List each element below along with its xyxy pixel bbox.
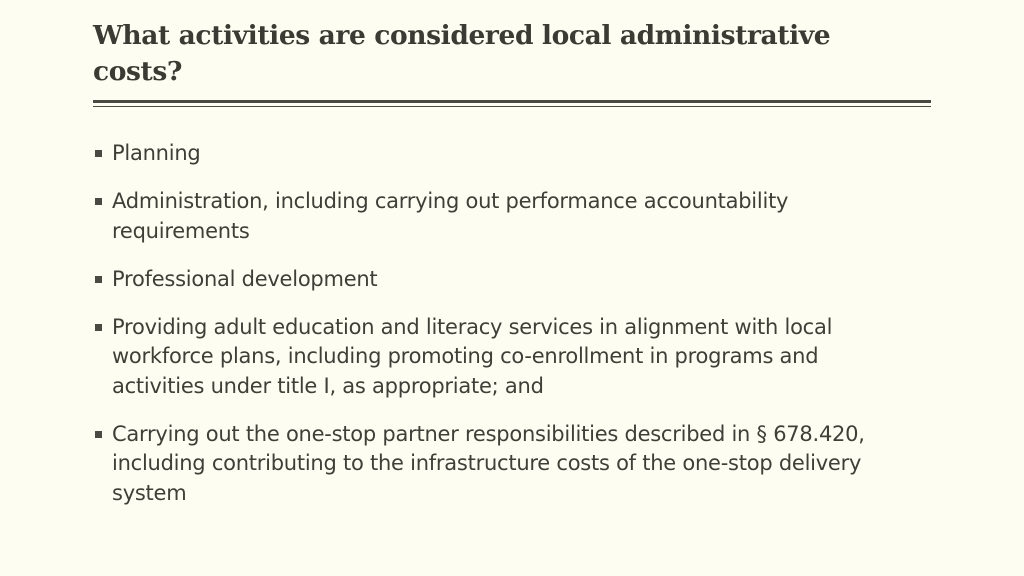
bullet-list bbox=[93, 139, 903, 527]
title-divider-thick bbox=[93, 100, 931, 103]
bullet-text: Administration, including carrying out performance accountability requirements bbox=[112, 189, 789, 243]
bullet-item bbox=[93, 313, 903, 402]
slide-title: What activities are considered local administrative costs? bbox=[93, 20, 831, 87]
bullet-item bbox=[93, 265, 903, 295]
bullet-text: Planning bbox=[112, 141, 201, 165]
square-bullet-icon bbox=[95, 431, 102, 438]
square-bullet-icon bbox=[95, 198, 102, 205]
bullet-item bbox=[93, 139, 903, 169]
bullet-text: Carrying out the one-stop partner responsibilities described in § 678.420, including contributing to the infrastructure costs of the one-stop delivery system bbox=[112, 421, 865, 505]
square-bullet-icon bbox=[95, 276, 102, 283]
bullet-item bbox=[93, 187, 903, 246]
title-divider-thin bbox=[93, 106, 931, 107]
square-bullet-icon bbox=[95, 150, 102, 157]
bullet-text: Providing adult education and literacy services in alignment with local workforce plans, including promoting co-enrollment in programs and activities under title I, as appropriate; and bbox=[112, 314, 833, 398]
square-bullet-icon bbox=[95, 324, 102, 331]
bullet-text: Professional development bbox=[112, 266, 378, 291]
bullet-item bbox=[93, 420, 903, 509]
